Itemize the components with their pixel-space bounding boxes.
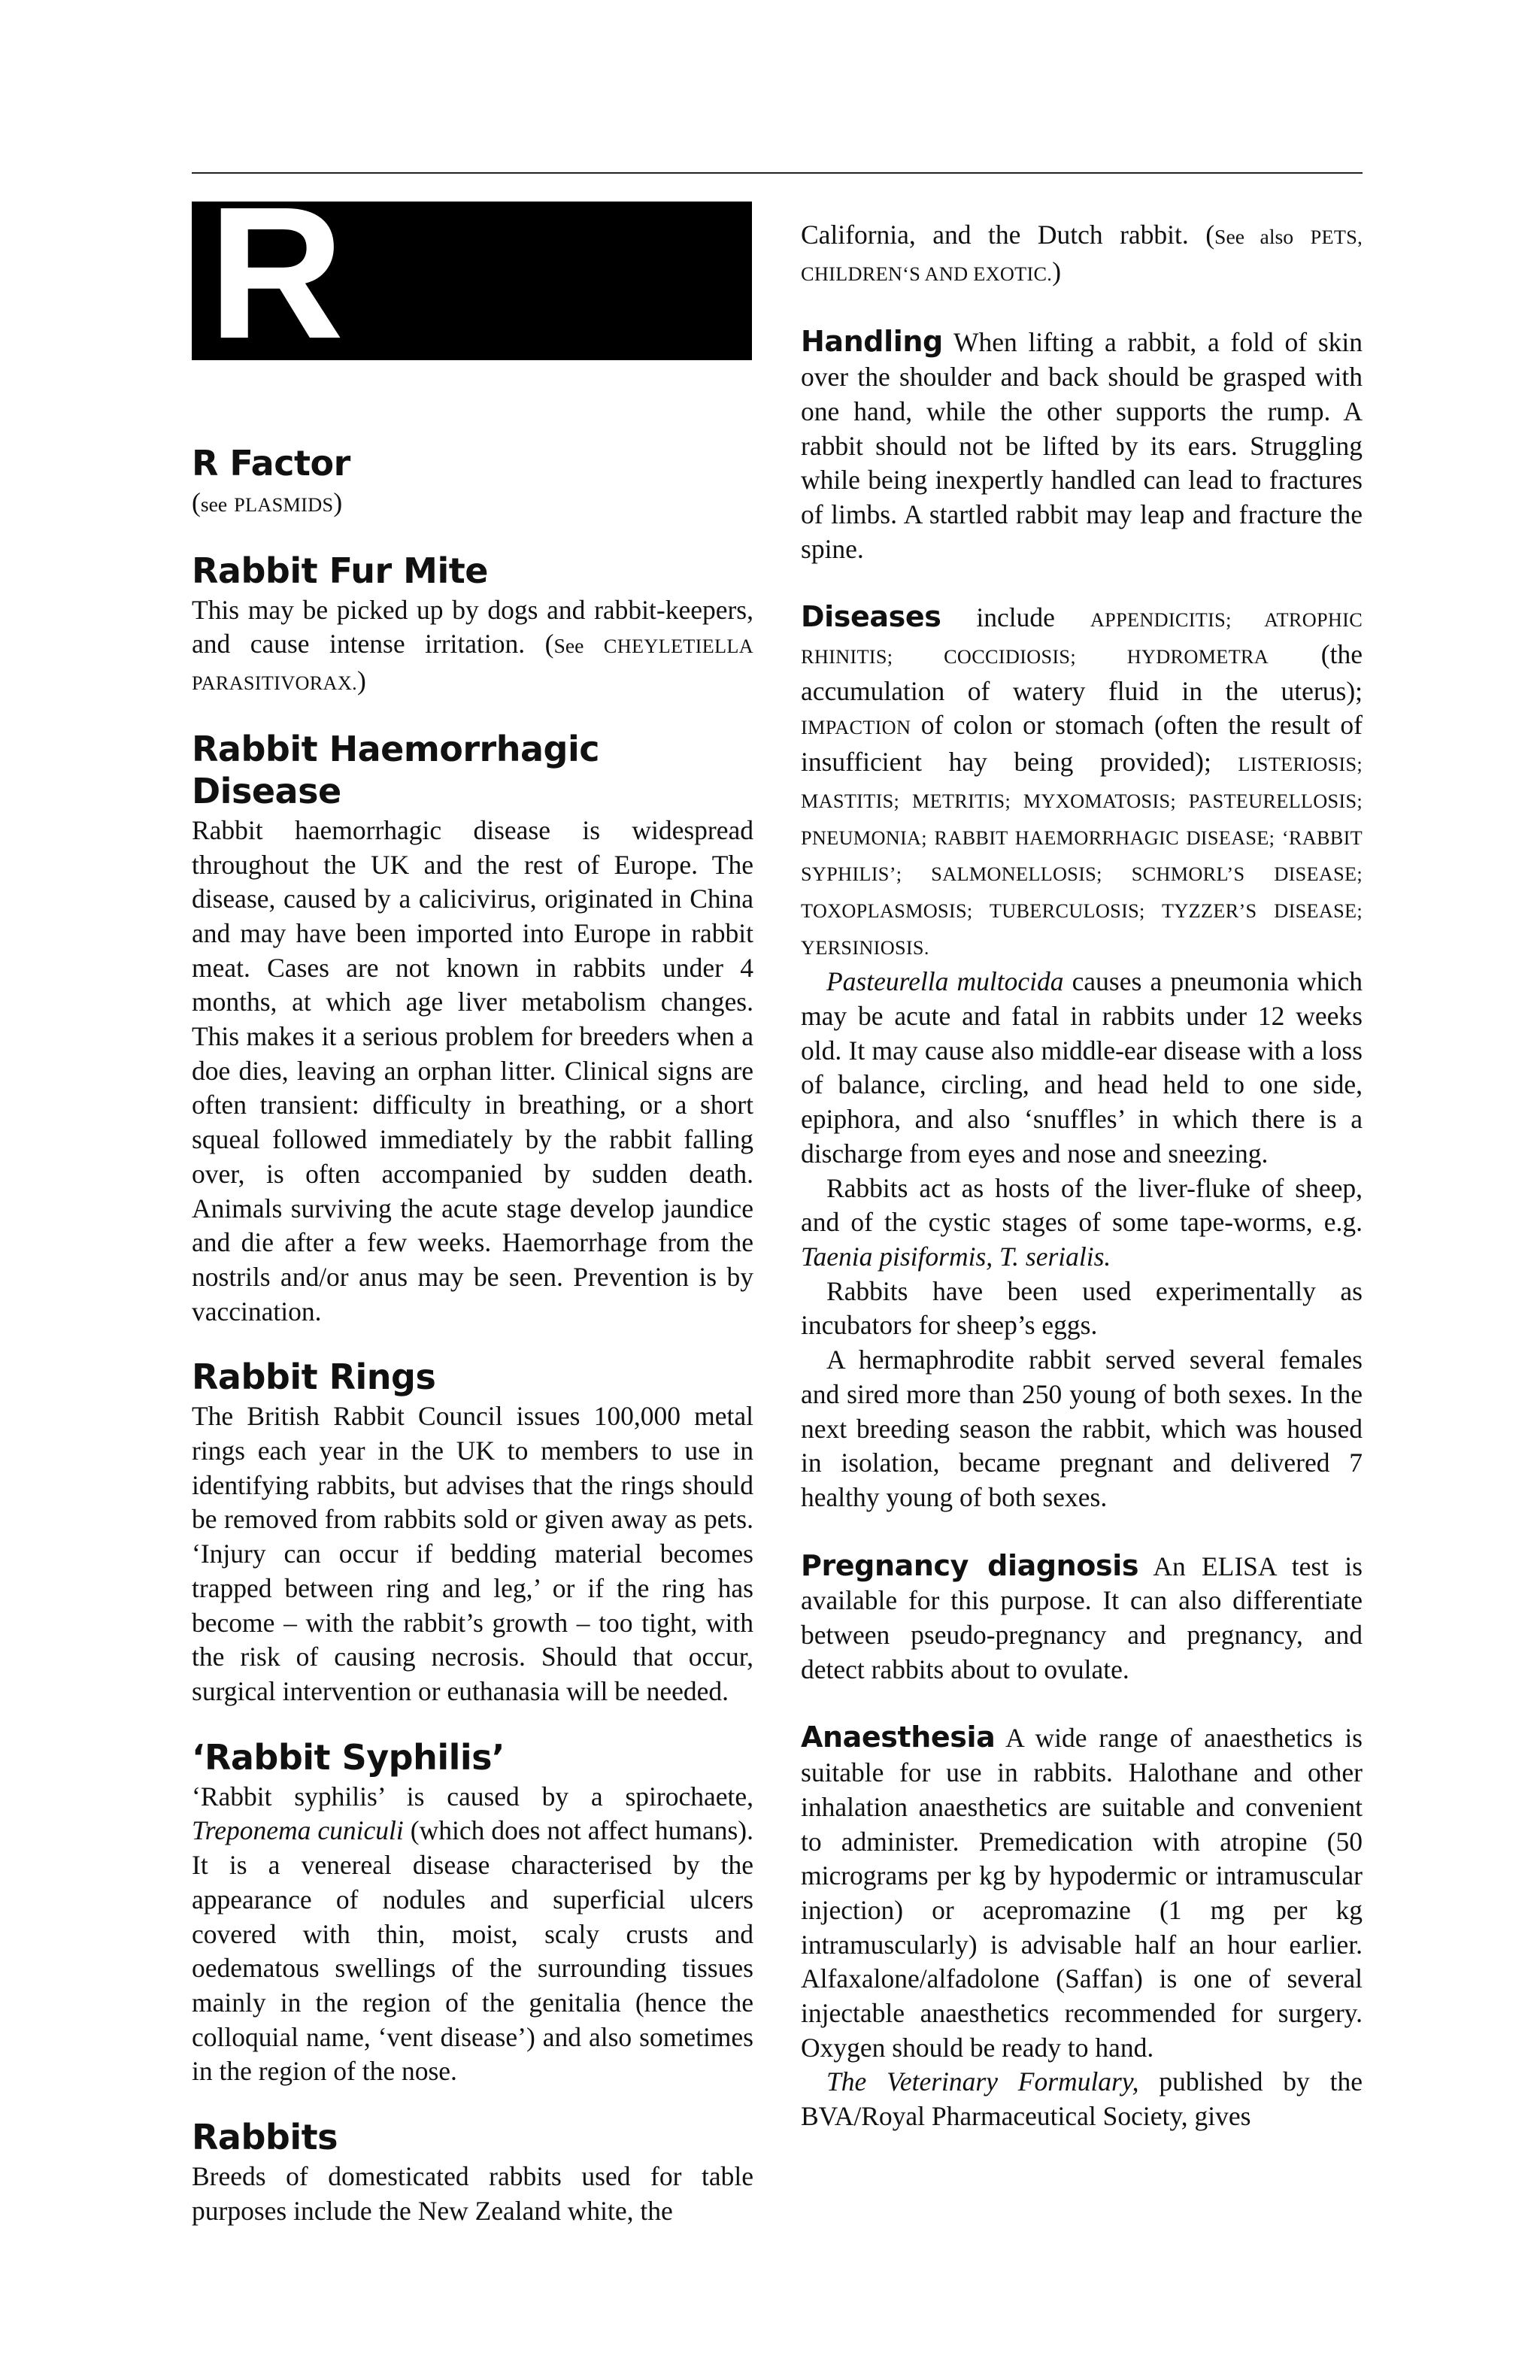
entry-rabbit-fur-mite — [192, 550, 753, 701]
left-column — [192, 442, 753, 2255]
species-name: Treponema cuniculi — [192, 1815, 404, 1846]
subentry-heading: Diseases — [801, 600, 941, 634]
subentry-pregnancy-diagnosis: Pregnancy diagnosis An ELISA test is available for this purpose. It can also differentiate between pseudo-pregnancy and pregnancy, and detect rabbits about to ovulate. — [801, 1548, 1363, 1684]
rabbits-continued: California, and the Dutch rabbit. (See also PETS, CHILDREN‘S AND EXOTIC.) — [801, 220, 1363, 287]
entry-r-factor — [192, 442, 753, 523]
right-column — [801, 218, 1363, 2134]
species-name: Pasteurella multocida — [826, 966, 1064, 997]
entry-title: ‘Rabbit Syphilis’ — [192, 1736, 505, 1778]
species-name: Taenia pisiformis, T. serialis. — [801, 1241, 1111, 1272]
entry-rabbit-syphilis — [192, 1736, 753, 2089]
subentry-heading: Pregnancy diagnosis — [801, 1548, 1139, 1582]
incubators-paragraph: Rabbits have been used experimentally as incubators for sheep’s eggs. — [801, 1275, 1363, 1341]
entry-text: Breeds of domesticated rabbits used for table purposes include the New Zealand white, the — [192, 2161, 753, 2226]
top-rule — [192, 172, 1363, 174]
entry-title: Rabbit Haemorrhagic Disease — [192, 728, 599, 811]
entry-title: Rabbit Fur Mite — [192, 550, 488, 591]
entry-rabbit-rings — [192, 1356, 753, 1708]
entry-rabbit-haemorrhagic-disease — [192, 728, 753, 1329]
entry-text: ‘Rabbit syphilis’ is caused by a spirochaete, Treponema cuniculi (which does not affect humans). It is a venereal disease characterised by the appearance of nodules and superficial ulcers covered with thin, moist, scaly crusts and oedematous swellings of the surrounding tissues mainly in the region of the genitalia (hence the colloquial name, ‘vent disease’) and also sometimes in the region of the nose. — [192, 1781, 754, 2087]
book-title: The Veterinary Formulary, — [826, 2066, 1139, 2097]
entry-title: Rabbits — [192, 2117, 338, 2158]
spacer — [801, 1515, 1363, 1549]
section-letter: R — [208, 202, 341, 360]
spacer — [801, 291, 1363, 325]
subentry-heading: Anaesthesia — [801, 1721, 996, 1754]
hosts-paragraph: Rabbits act as hosts of the liver-fluke of sheep, and of the cystic stages of some tape-worms, e.g. Taenia pisiformis, T. serialis. — [801, 1172, 1363, 1272]
subentry-heading: Handling — [801, 325, 943, 359]
subentry-diseases: Diseases include APPENDICITIS; ATROPHIC RHINITIS; COCCIDIOSIS; HYDROMETRA (the accumulation of watery fluid in the uterus); IMPACTION of colon or stomach (often the result of insufficient hay being provided); LISTERIOSIS; MASTITIS; METRITIS; MYXOMATOSIS; PASTEURELLOSIS; PNEUMONIA; RABBIT HAEMORRHAGIC DISEASE; ‘RABBIT SYPHILIS’; SALMONELLOSIS; SCHMORL’S DISEASE; TOXOPLASMOSIS; TUBERCULOSIS; TYZZER’S DISEASE; YERSINIOSIS. — [801, 600, 1363, 959]
subentry-handling: Handling When lifting a rabbit, a fold of skin over the shoulder and back should be grasped with one hand, while the other supports the rump. A rabbit should not be lifted by its ears. Struggling while being inexpertly handled can lead to fractures of limbs. A startled rabbit may leap and fracture the spine. — [801, 325, 1363, 564]
cross-reference: (see PLASMIDS) — [192, 487, 343, 517]
entry-text: Rabbit haemorrhagic disease is widespread throughout the UK and the rest of Europe. The disease, caused by a calicivirus, originated in China and may have been imported into Europe in rabbit meat. Cases are not known in rabbits under 4 months, at which age liver metabolism changes. This makes it a serious problem for breeders when a doe dies, leaving an orphan litter. Clinical signs are often transient: difficulty in breathing, or a short squeal followed immediately by the rabbit falling over, is often accompanied by sudden death. Animals surviving the acute stage develop jaundice and die after a few weeks. Haemorrhage from the nostrils and/or anus may be seen. Prevention is by vaccination. — [192, 814, 753, 1326]
hermaphrodite-paragraph: A hermaphrodite rabbit served several females and sired more than 250 young of both sexes. In the next breeding season the rabbit, which was housed in isolation, became pregnant and delivered 7 healthy young of both sexes. — [801, 1345, 1363, 1512]
spacer — [801, 1687, 1363, 1721]
pasteurella-paragraph: Pasteurella multocida causes a pneumonia which may be acute and fatal in rabbits under 12 weeks old. It may cause also middle-ear disease with a loss of balance, circling, and head held to one side, epiphora, and also ‘snuffles’ in which there is a discharge from eyes and nose and sneezing. — [801, 966, 1363, 1169]
section-letter-block — [192, 202, 752, 360]
spacer — [801, 566, 1363, 600]
formulary-paragraph: The Veterinary Formulary, published by the BVA/Royal Pharmaceutical Society, gives — [801, 2066, 1363, 2132]
entry-text: The British Rabbit Council issues 100,000 metal rings each year in the UK to members to use in identifying rabbits, but advises that the rings should be removed from rabbits sold or given away as pets. ‘Injury can occur if bedding material becomes trapped between ring and leg,’ or if the ring has become – with the rabbit’s growth – too tight, with the risk of causing necrosis. Should that occur, surgical intervention or euthanasia will be needed. — [192, 1401, 753, 1706]
entry-rabbits — [192, 2116, 753, 2228]
entry-title: Rabbit Rings — [192, 1357, 436, 1398]
entry-text: This may be picked up by dogs and rabbit-keepers, and cause intense irritation. (See CHEYLETIELLA PARASITIVORAX.) — [192, 594, 753, 696]
entry-title: R Factor — [192, 443, 350, 484]
subentry-anaesthesia: Anaesthesia A wide range of anaesthetics is suitable for use in rabbits. Halothane and other inhalation anaesthetics are suitable and convenient to administer. Premedication with atropine (50 micrograms per kg by hypodermic or intramuscular injection) or acepromazine (1 mg per kg intramuscularly) is advisable half an hour earlier. Alfaxalone/alfadolone (Saffan) is one of several injectable anaesthetics recommended for surgery. Oxygen should be ready to hand. — [801, 1721, 1363, 2063]
